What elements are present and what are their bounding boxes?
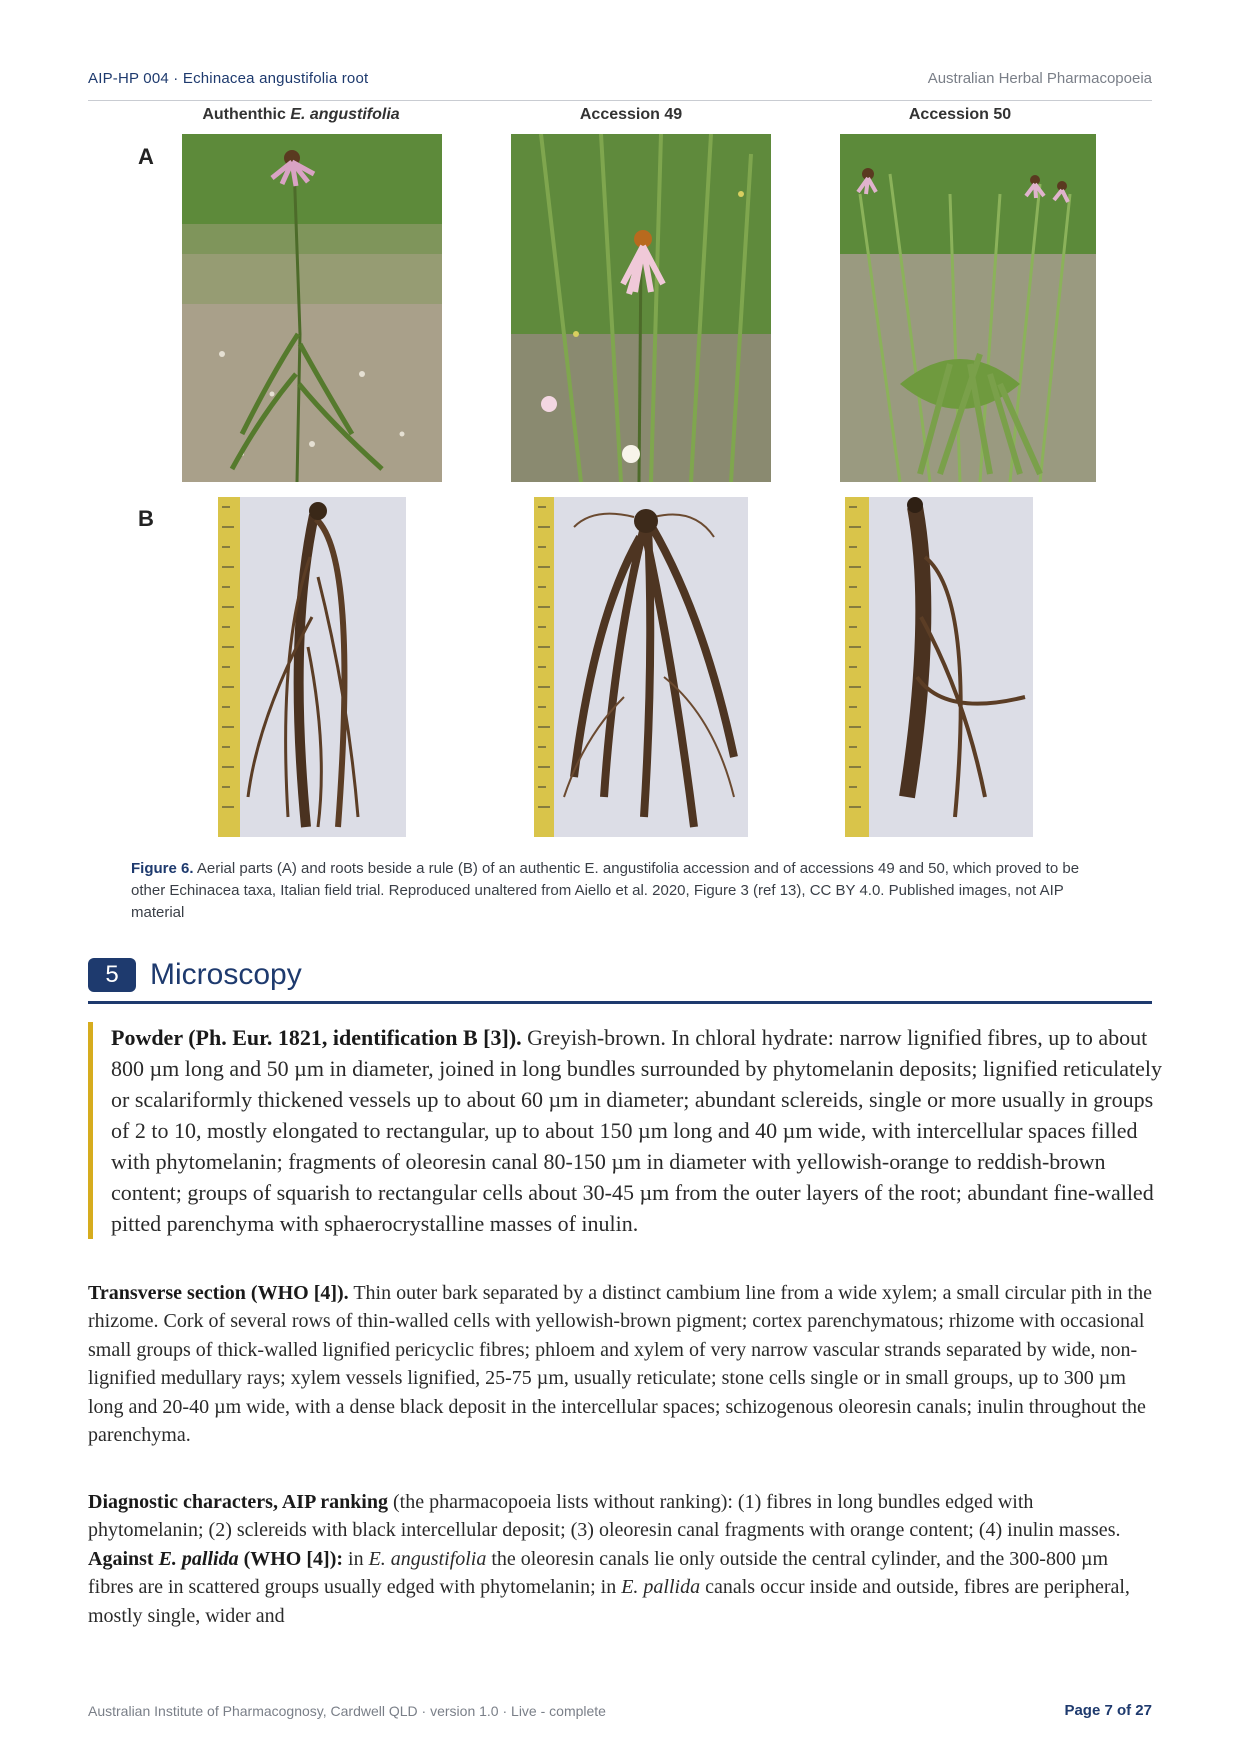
- diagnostic-characters-paragraph: [88, 1488, 1152, 1630]
- page-number: Page 7 of 27: [1064, 1702, 1152, 1719]
- paragraph-lead: Transverse section (WHO [4]).: [88, 1282, 349, 1304]
- paragraph-text: the oleoresin canals lie only outside the central cylinder, and the 300-800 µm fibres are in scattered groups usually edged with phytomelanin; in: [88, 1547, 1109, 1599]
- row-label-b: B: [138, 506, 154, 531]
- paragraph-lead: Diagnostic characters, AIP ranking: [88, 1491, 388, 1513]
- species-name: E. angustifolia: [368, 1547, 487, 1570]
- callout-text: Greyish-brown. In chloral hydrate: narrow lignified fibres, up to about 800 µm long and 50 µm in diameter, joined in long bundles surrounded by phytomelanin deposits; lignified reticulately or scalariformly thickened vessels up to about 60 µm in diameter; abundant sclereids, single or more usually in groups of 2 to 10, mostly elongated to rectangular, up to about 150 µm long and 40 µm wide, with intercellular spaces filled with phytomelanin; fragments of oleoresin canal 80-150 µm in diameter with yellowish-orange to reddish-brown content; groups of squarish to rectangular cells about 30-45 µm from the outer layers of the root; abundant fine-walled pitted parenchyma with sphaerocrystalline masses of inulin.: [111, 1025, 1162, 1236]
- photo-root-authentic: [218, 497, 406, 837]
- footer-institution: Australian Institute of Pharmacognosy, Cardwell QLD · version 1.0 · Live - complete: [88, 1703, 606, 1719]
- paragraph-text: Thin outer bark separated by a distinct cambium line from a wide xylem; a small circular pith in the rhizome. Cork of several rows of thin-walled cells with yellowish-brown pigment; cortex parenchymatous; rhizome with occasional small groups of thick-walled lignified pericyclic fibres; phloem and xylem of very narrow vascular strands separated by wide, non-lignified medullary rays; xylem vessels lignified, 25-75 µm, usually reticulate; stone cells single or in small groups, up to 300 µm long and 20-40 µm wide, with a dense black deposit in the intercellular spaces; schizogenous oleoresin canals; inulin throughout the parenchyma.: [88, 1282, 1152, 1447]
- photo-aerial-authentic: [182, 134, 442, 482]
- photo-aerial-accession-50: [840, 134, 1096, 482]
- species-name: E. pallida: [621, 1576, 701, 1599]
- comparison-lead-species: E. pallida: [158, 1547, 239, 1570]
- comparison-lead-suffix: (WHO [4]):: [238, 1547, 344, 1570]
- column-heading-accession-49: Accession 49: [579, 106, 683, 123]
- paragraph-text: (the pharmacopoeia lists without ranking): (1) fibres in long bundles edged with phytomelanin; (2) sclereids with black intercellular deposit; (3) oleoresin canal fragments with orange content; (4) inulin masses.: [88, 1491, 1121, 1542]
- figure-caption-text: Aerial parts (A) and roots beside a rule (B) of an authentic E. angustifolia accession and of accessions 49 and 50, which proved to be other Echinacea taxa, Italian field trial. Reproduced unaltered from Aiello et al. 2020, Figure 3 (ref 13), CC BY 4.0. Published images, not AIP material: [131, 860, 1080, 921]
- comparison-lead-prefix: Against: [88, 1547, 159, 1570]
- row-label-a: A: [138, 144, 154, 169]
- section-title: Microscopy: [150, 958, 302, 991]
- comparison-lead: [88, 1548, 343, 1570]
- photo-root-accession-50: [845, 497, 1033, 837]
- column-heading-authentic: [166, 106, 436, 124]
- figure-caption-label: Figure 6.: [131, 860, 194, 877]
- transverse-section-paragraph: [88, 1279, 1152, 1449]
- column-heading-prefix: Authenthic: [202, 106, 291, 123]
- column-heading-species: E. angustifolia: [290, 106, 400, 123]
- section-number: 5: [88, 958, 136, 992]
- publication-name: Australian Herbal Pharmacopoeia: [927, 70, 1152, 87]
- callout-lead: Powder (Ph. Eur. 1821, identification B [3]).: [111, 1025, 522, 1050]
- figure-6: [120, 100, 1120, 840]
- photo-aerial-accession-49: [511, 134, 771, 482]
- figure-caption: [131, 858, 1116, 924]
- powder-callout: [88, 1022, 1167, 1239]
- paragraph-text: canals occur inside and outside, fibres are peripheral, mostly single, wider and: [88, 1576, 1130, 1627]
- section-heading: [88, 955, 1152, 1004]
- page-header: [88, 70, 1152, 101]
- column-heading-accession-50: Accession 50: [908, 106, 1012, 123]
- photo-root-accession-49: [534, 497, 748, 837]
- paragraph-text: in: [343, 1547, 369, 1570]
- document-id: AIP-HP 004 · Echinacea angustifolia root: [88, 70, 369, 87]
